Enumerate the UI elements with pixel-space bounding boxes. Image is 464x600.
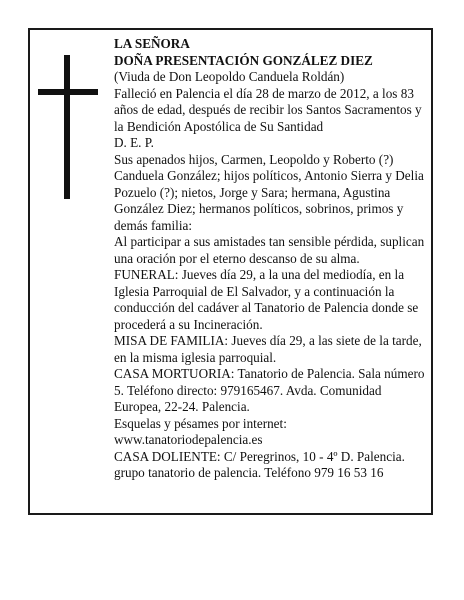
heading: LA SEÑORA (114, 36, 190, 51)
prayer-request: Al participar a sus amistades tan sensible pérdida, suplican una oración por el eterno descanso de su alma. (114, 234, 425, 266)
death-announcement: Falleció en Palencia el día 28 de marzo de 2012, a los 83 años de edad, después de recibir los Santos Sacramentos y la Bendición Apostólica de Su Santidad (114, 85, 422, 134)
family-mass-info: MISA DE FAMILIA: Jueves día 29, a las siete de la tarde, en la misma iglesia parroquial. (114, 333, 422, 365)
obituary-text (114, 36, 426, 482)
cross-vertical-bar (64, 55, 70, 199)
cross-horizontal-bar (38, 89, 98, 95)
esquelas-info: Esquelas y pésames por internet: (114, 415, 287, 431)
casa-doliente-info: CASA DOLIENTE: C/ Peregrinos, 10 - 4º D. Palencia. (114, 448, 405, 464)
dep: D. E. P. (114, 135, 154, 150)
funeral-info: FUNERAL: Jueves día 29, a la una del mediodía, en la Iglesia Parroquial de El Salvador, y a continuación la conducción del cadáver al Tanatorio de Palencia donde se procederá a su Incineración. (114, 267, 419, 332)
grupo-tanatorio-info: grupo tanatorio de palencia. Teléfono 979 16 53 16 (114, 465, 384, 480)
family-list: Sus apenados hijos, Carmen, Leopoldo y Roberto (?) Canduela González; hijos políticos, Antonio Sierra y Delia Pozuelo (?); nietos, Jorge y Sara; hermana, Agustina González Diez; hermanos políticos, sobrinos, primos y demás familia: (114, 151, 424, 233)
widow-of: (Viuda de Don Leopoldo Canduela Roldán) (114, 69, 345, 84)
casa-mortuoria-info: CASA MORTUORIA: Tanatorio de Palencia. Sala número 5. Teléfono directo: 979165467. Avda. Comunidad Europea, 22-24. Palencia. (114, 366, 425, 414)
deceased-name: DOÑA PRESENTACIÓN GONZÁLEZ DIEZ (114, 52, 373, 68)
cross-icon (38, 55, 98, 199)
website-link[interactable]: www.tanatoriodepalencia.es (114, 432, 263, 447)
